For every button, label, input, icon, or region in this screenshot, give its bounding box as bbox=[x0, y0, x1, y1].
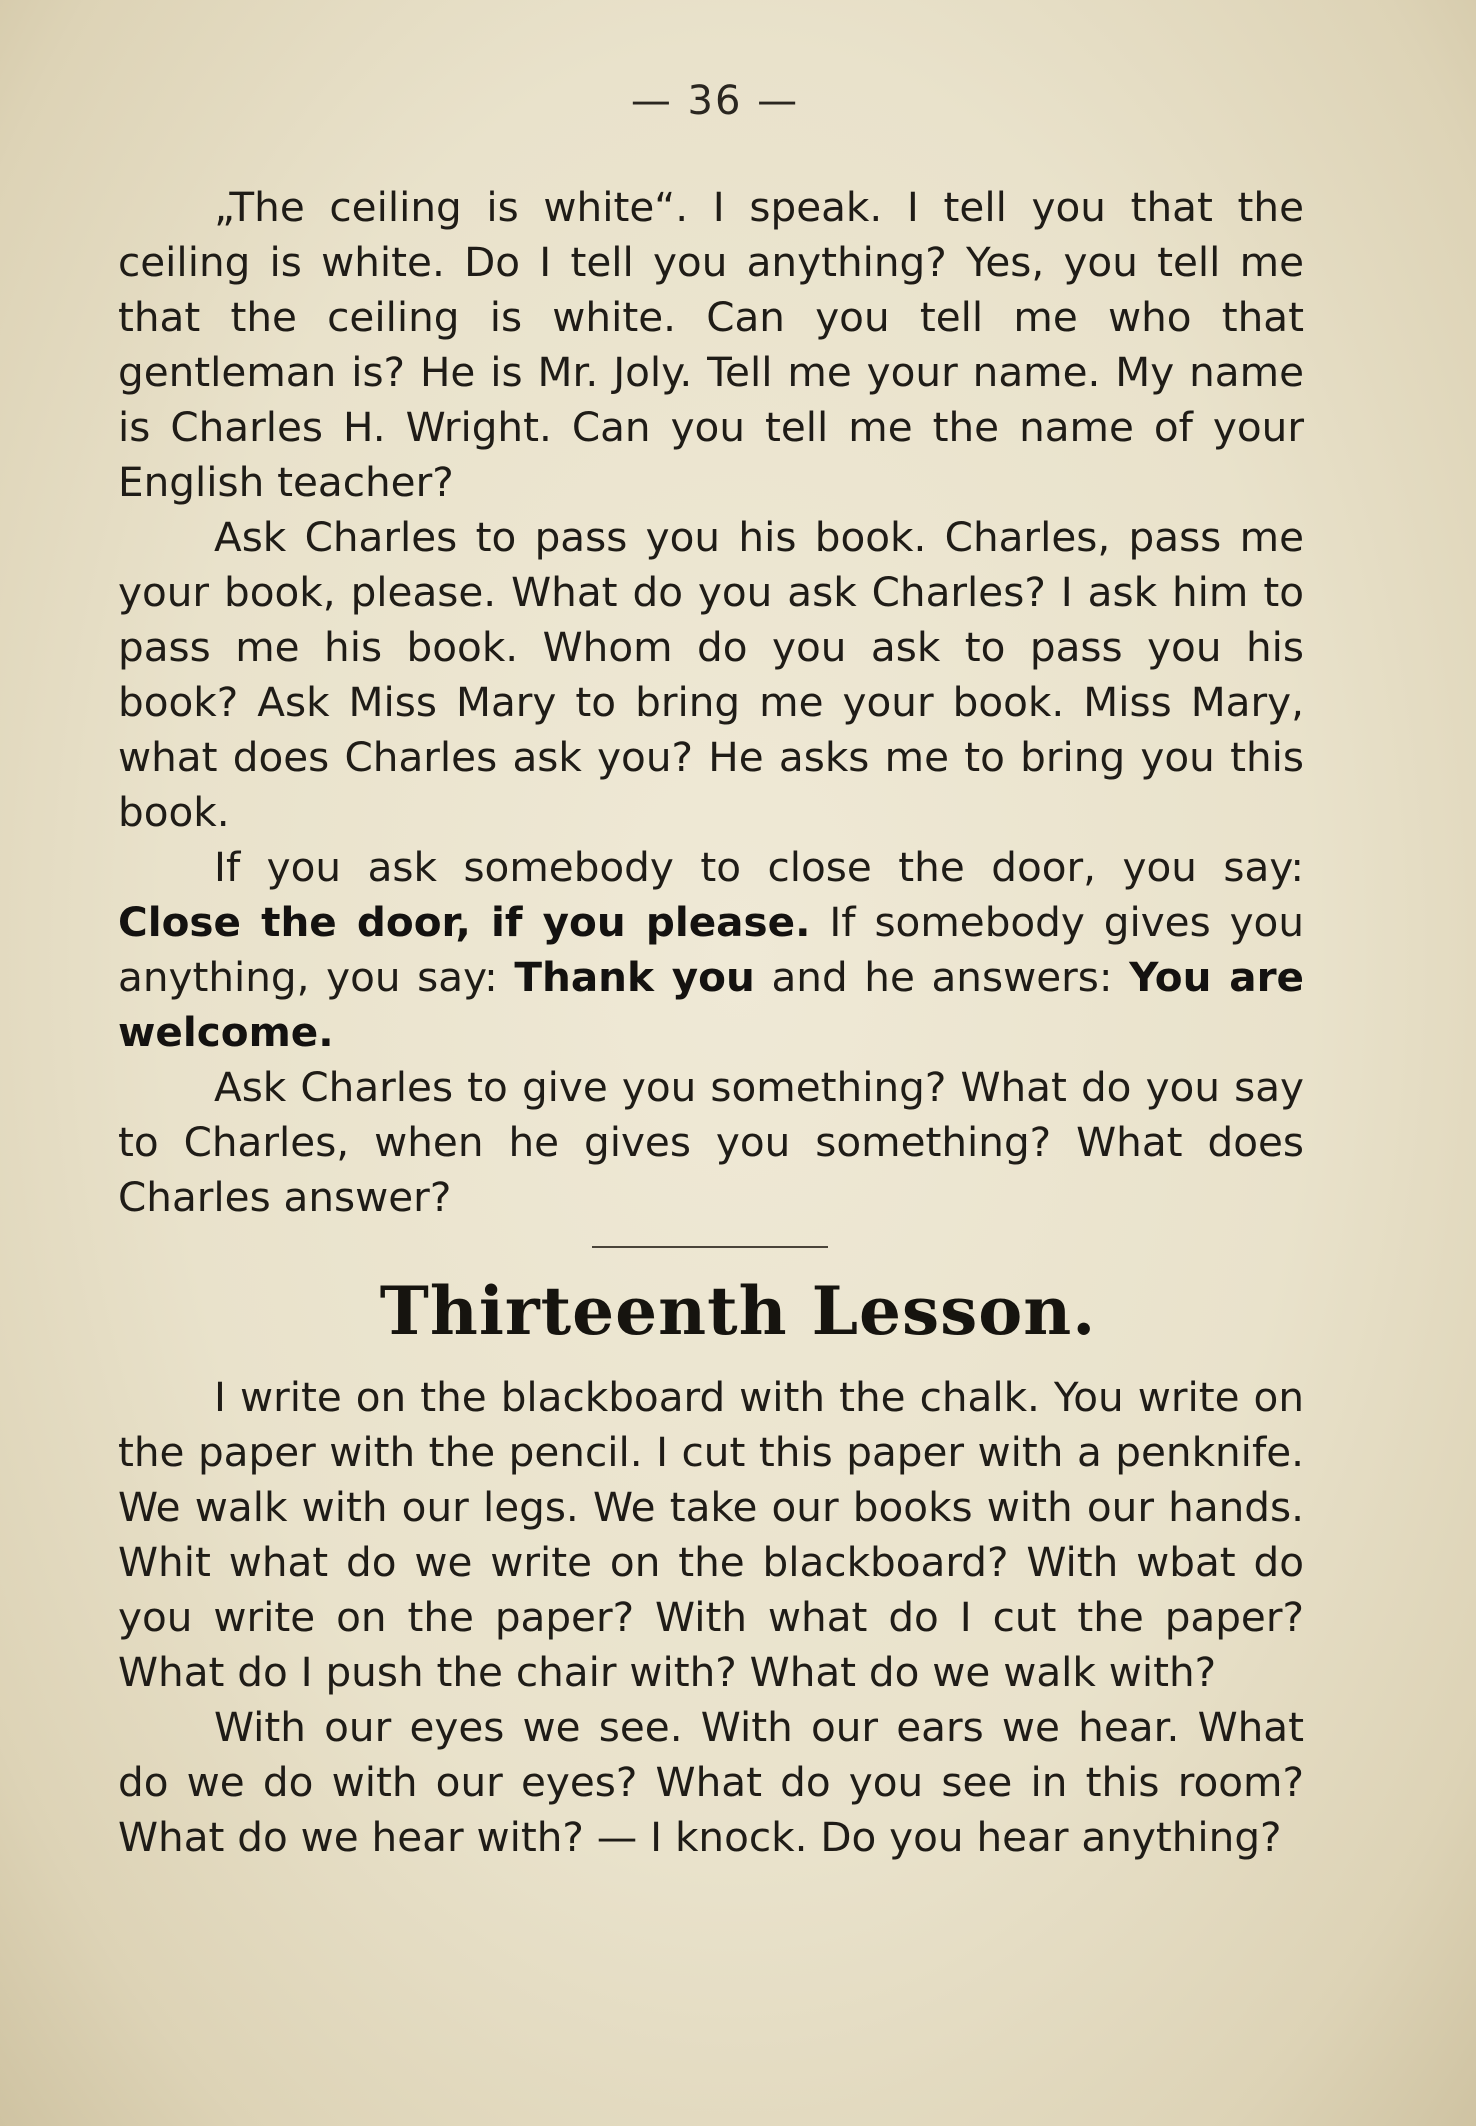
paragraph-write-chalk: I write on the blackboard with the chalk. You write on the paper with the pencil. I cut this paper with a penknife. We walk with our legs. We take our books with our hands. Whit what do we write on the blackboard? With wbat do you write on the paper? With what do I cut the paper? What do I push the chair with? What do we walk with? bbox=[118, 1373, 1304, 1696]
paragraph-ask-charles: Ask Charles to give you something? What do you say to Charles, when he gives you something? What does Charles answer? bbox=[118, 1063, 1304, 1221]
text-fragment: If somebody gives you anything, you say: bbox=[118, 898, 1304, 1001]
paragraph-pass-book: Ask Charles to pass you his book. Charles, pass me your book, please. What do you ask Charles? I ask him to pass me his book. Whom do you ask to pass you his book? Ask Miss Mary to bring me your book. Miss Mary, what does Charles ask you? He asks me to bring you this book. bbox=[118, 513, 1304, 836]
page-number: — 36 — bbox=[630, 78, 800, 124]
lesson-twelve-continued-text bbox=[118, 180, 1304, 1225]
paragraph-polite-phrases bbox=[118, 840, 1304, 1060]
text-fragment: If you ask somebody to close the door, you say: bbox=[214, 843, 1304, 891]
phrase-close-the-door: Close the door, if you please. bbox=[118, 898, 811, 946]
paragraph-ceiling: „The ceiling is white“. I speak. I tell you that the ceiling is white. Do I tell you anything? Yes, you tell me that the ceiling is white. Can you tell me who that gentleman is? He is Mr. Joly. Tell me your name. My name is Charles H. Wright. Can you tell me the name of your English teacher? bbox=[118, 183, 1304, 506]
phrase-thank-you: Thank you bbox=[514, 953, 755, 1001]
paragraph-eyes-ears: With our eyes we see. With our ears we hear. What do we do with our eyes? What do you see in this room? What do we hear with? — I knock. Do you hear anything? bbox=[118, 1703, 1304, 1861]
section-divider bbox=[592, 1246, 828, 1248]
text-fragment: and he answers: bbox=[771, 953, 1113, 1001]
lesson-thirteen-text bbox=[118, 1370, 1304, 1865]
lesson-title: Thirteenth Lesson. bbox=[379, 1272, 1097, 1350]
phrase-you-are-welcome: You are welcome. bbox=[118, 953, 1305, 1056]
